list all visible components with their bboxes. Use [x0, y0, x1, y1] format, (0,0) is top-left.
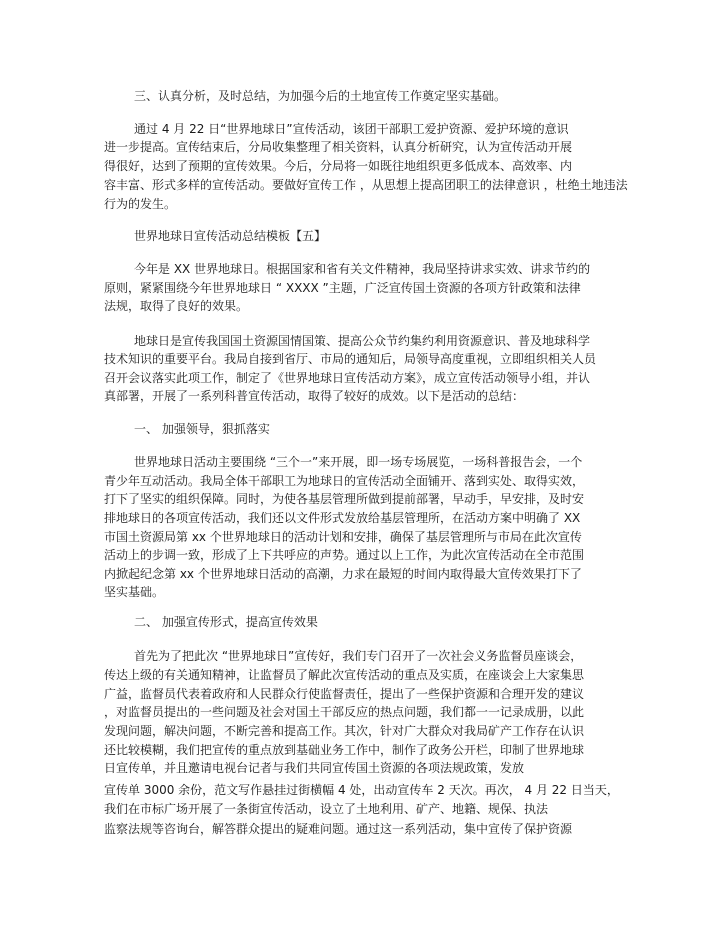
- paragraph-line: 通过 4 月 22 日“世界地球日”宣传活动，该团干部职工爱护资源、爱护环境的意识: [134, 122, 569, 136]
- paragraph-line: 原则，紧紧围绕今年世界地球日 “ XXXX ”主题，广泛宣传国土资源的各项方针政策和法律: [104, 281, 581, 295]
- paragraph-line: 得很好，达到了预期的宣传效果。今后，分局将一如既往地组织更多低成本、高效率、内: [104, 159, 573, 173]
- paragraph-line: 市国土资源局第 xx 个世界地球日的活动计划和安排，确保了基层管理所与市局在此次宣传: [104, 530, 582, 544]
- paragraph-line: ，对监督员提出的一些问题及社会对国土干部反应的热点问题，我们都一一记录成册，以此: [104, 705, 585, 719]
- paragraph-line: 发现问题，解决问题，不断完善和提高工作。其次，针对广大群众对我局矿产工作存在认识: [104, 724, 585, 738]
- paragraph-line: 今年是 XX 世界地球日。根据国家和省有关文件精神，我局坚持讲求实效、讲求节约的: [134, 262, 591, 276]
- paragraph-line: 容丰富、形式多样的宣传活动。要做好宣传工作 ，从思想上提高团职工的法律意识 ，杜绝土地违法: [104, 178, 628, 192]
- paragraph-line: 监察法规等咨询台，解答群众提出的疑难问题。通过这一系列活动，集中宣传了保护资源: [104, 822, 573, 836]
- section-heading-two: 二、 加强宣传形式，提高宣传效果: [134, 615, 318, 629]
- paragraph-line: 行为的发生。: [104, 197, 177, 211]
- paragraph-line: 我们在市标广场开展了一条街宣传活动，设立了土地利用、矿产、地籍、规保、执法: [104, 802, 549, 816]
- paragraph-line: 宣传单 3000 余份，范文写作悬挂过街横幅 4 处，出动宣传车 2 天次。再次， 4 月 22 日当天，: [104, 783, 619, 797]
- paragraph-line: 打下了坚实的组织保障。同时，为使各基层管理所做到提前部署，早动手，早安排，及时安: [104, 492, 585, 506]
- paragraph-line: 日宣传单，并且邀请电视台记者与我们共同宣传国土资源的各项法规政策，发放: [104, 761, 525, 775]
- paragraph-line: 还比较模糊，我们把宣传的重点放到基础业务工作中，制作了政务公开栏，印制了世界地球: [104, 743, 585, 757]
- article-title: 世界地球日宣传活动总结模板【五】: [134, 229, 327, 243]
- paragraph-line: 坚实基础。: [104, 585, 165, 599]
- paragraph-line: 排地球日的各项宣传活动，我们还以文件形式发放给基层管理所，在活动方案中明确了 XX: [104, 511, 581, 525]
- paragraph-line: 传达上级的有关通知精神，让监督员了解此次宣传活动的重点及实质，在座谈会上大家集思: [104, 668, 585, 682]
- paragraph-line: 活动上的步调一致，形成了上下共呼应的声势。通过以上工作，为此次宣传活动在全市范围: [104, 548, 585, 562]
- paragraph-line: 召开会议落实此项工作，制定了《世界地球日宣传活动方案》，成立宣传活动领导小组，并认: [104, 371, 591, 385]
- section-heading-one: 一、 加强领导，狠抓落实: [134, 422, 270, 436]
- section-heading-three: 三、认真分析，及时总结，为加强今后的土地宣传工作奠定坚实基础。: [134, 89, 507, 103]
- paragraph-line: 地球日是宣传我国国土资源国情国策、提高公众节约集约利用资源意识、普及地球科学: [134, 334, 591, 348]
- paragraph-line: 广益，监督员代表着政府和人民群众行使监督责任，提出了一些保护资源和合理开发的建议: [104, 687, 585, 701]
- paragraph-line: 进一步提高。宣传结束后，分局收集整理了相关资料，认真分析研究，认为宣传活动开展: [104, 140, 573, 154]
- paragraph-line: 技术知识的重要平台。我局自接到省厅、市局的通知后，局领导高度重视，立即组织相关人员: [104, 352, 597, 366]
- paragraph-line: 世界地球日活动主要围绕 “三个一”来开展，即一场专场展览，一场科普报告会，一个: [134, 455, 583, 469]
- paragraph-line: 法规，取得了良好的效果。: [104, 299, 249, 313]
- paragraph-line: 真部署，开展了一系列科普宣传活动，取得了较好的成效。以下是活动的总结：: [104, 389, 525, 403]
- paragraph-line: 内掀起纪念第 xx 个世界地球日活动的高潮，力求在最短的时间内取得最大宣传效果打下了: [104, 567, 582, 581]
- paragraph-line: 首先为了把此次 “世界地球日”宣传好，我们专门召开了一次社会义务监督员座谈会，: [134, 649, 583, 663]
- paragraph-line: 青少年互动活动。我局全体干部职工为地球日的宣传活动全面铺开、落到实处、取得实效，: [104, 474, 585, 488]
